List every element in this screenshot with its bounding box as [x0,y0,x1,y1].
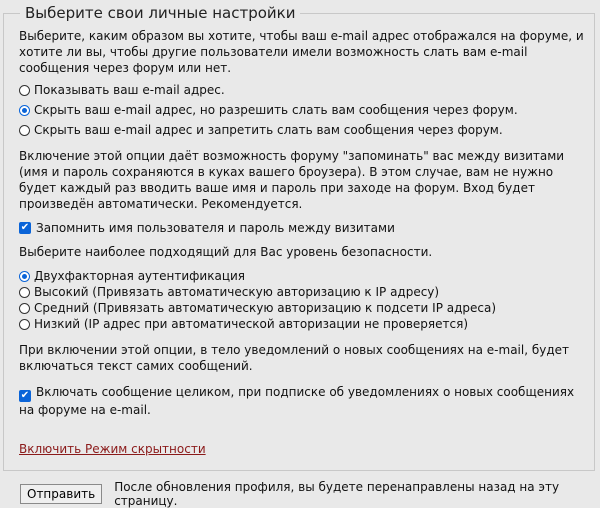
remember-description: Включение этой опции даёт возможность форуму "запоминать" вас между визитами (имя и пароль сохраняются в куках вашего броузера). В этом случае, вам не нужно будет каждый раз вводить ваше имя и пароль при заходе на форум. Вход будет произведён автоматически. Рекомендуется. [19,149,565,211]
remember-checkbox[interactable] [19,220,586,236]
security-option-medium[interactable] [19,300,586,316]
radio-button[interactable] [19,319,30,330]
fullmsg-checkbox[interactable] [19,384,586,418]
radio-button[interactable] [19,271,30,282]
option-label: Показывать ваш e-mail адрес. [34,83,225,97]
checkbox-checked-icon[interactable]: ✔ [20,390,30,401]
security-option-low[interactable] [19,316,586,332]
fieldset-legend: Выберите свои личные настройки [20,3,300,23]
option-label: Низкий (IP адрес при автоматической авторизации не проверяется) [34,317,468,331]
option-label: Скрыть ваш e-mail адрес и запретить слать вам сообщения через форум. [34,123,503,137]
checkbox-label: Включать сообщение целиком, при подписке об уведомлениях о новых сообщениях на форуме на e-mail. [19,385,575,417]
email-description: Выберите, каким образом вы хотите, чтобы ваш e-mail адрес отображался на форуме, и хотите ли вы, чтобы другие пользователи имели возможность слать вам e-mail сообщения через форум или нет. [19,29,584,75]
submit-note: После обновления профиля, вы будете перенаправлены назад на эту страницу. [114,480,560,508]
security-option-2fa[interactable] [19,268,586,284]
checkbox-checked-icon[interactable]: ✔ [20,222,30,233]
email-option-show[interactable] [19,82,586,98]
email-option-hide-deny[interactable] [19,122,586,138]
option-label: Средний (Привязать автоматическую авторизацию к подсети IP адреса) [34,301,497,315]
radio-button[interactable] [19,287,30,298]
radio-button[interactable] [19,105,30,116]
submit-row [20,480,600,508]
radio-button[interactable] [19,85,30,96]
security-description: Выберите наиболее подходящий для Вас уровень безопасности. [19,245,433,259]
stealth-mode-link[interactable]: Включить Режим скрытности [19,442,206,456]
security-option-high[interactable] [19,284,586,300]
option-label: Скрыть ваш e-mail адрес, но разрешить слать вам сообщения через форум. [34,103,518,117]
email-option-hide-allow[interactable] [19,102,586,118]
radio-button[interactable] [19,303,30,314]
radio-button[interactable] [19,125,30,136]
option-label: Двухфакторная аутентификация [34,269,246,283]
submit-button[interactable]: Отправить [20,484,102,504]
option-label: Высокий (Привязать автоматическую авторизацию к IP адресу) [34,285,440,299]
fullmsg-description: При включении этой опции, в тело уведомлений о новых сообщениях на e-mail, будет включаться текст самих сообщений. [19,343,570,373]
personal-settings-fieldset [3,4,595,471]
checkbox-label: Запомнить имя пользователя и пароль между визитами [36,221,395,235]
